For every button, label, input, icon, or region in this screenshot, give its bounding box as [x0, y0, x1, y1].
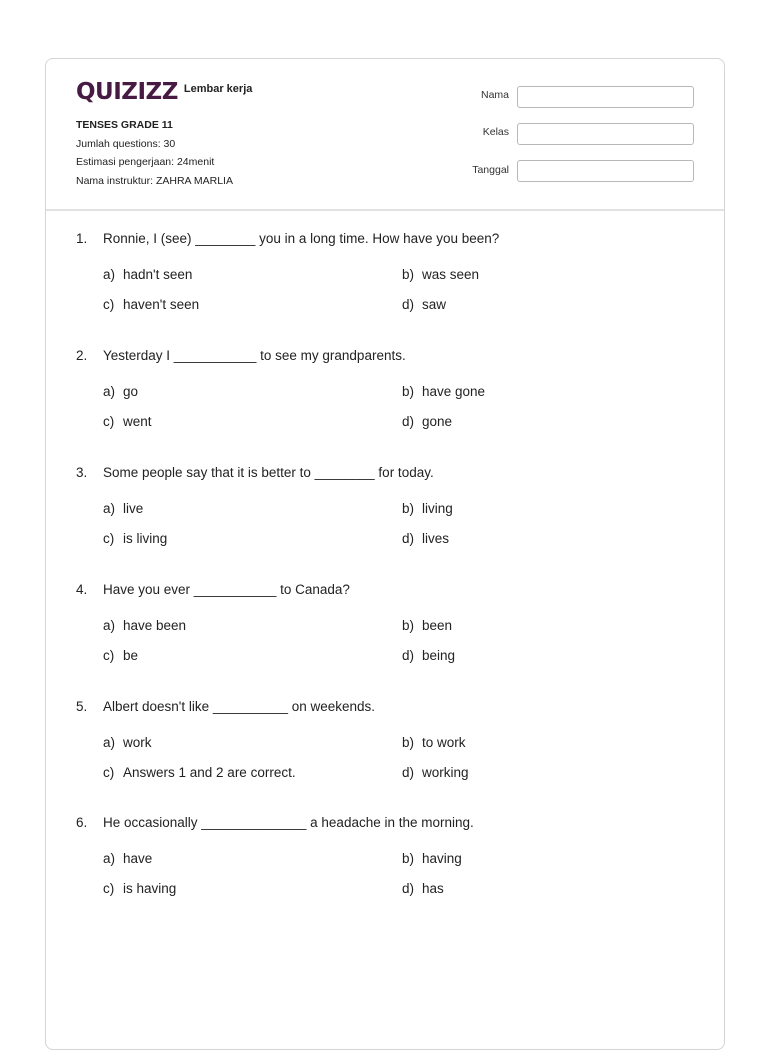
quizizz-logo [76, 79, 252, 105]
time-estimate: Estimasi pengerjaan: 24menit [76, 156, 215, 168]
tanggal-field[interactable] [517, 160, 694, 182]
answer-option[interactable] [402, 414, 452, 429]
option-text: gone [422, 414, 453, 429]
option-text: to work [422, 735, 466, 750]
answer-option[interactable] [103, 648, 138, 663]
option-text: living [422, 501, 453, 516]
worksheet-header [46, 59, 724, 211]
option-text: is living [123, 531, 168, 546]
answer-option[interactable] [103, 414, 152, 429]
answer-option[interactable] [103, 297, 199, 312]
option-text: have been [123, 618, 187, 633]
option-letter: d) [402, 297, 415, 312]
worksheet-page [45, 58, 725, 1050]
answer-option[interactable] [402, 267, 479, 282]
option-letter: d) [402, 531, 415, 546]
answer-option[interactable] [103, 765, 296, 780]
option-text: go [123, 384, 139, 399]
kelas-label: Kelas [482, 126, 509, 138]
option-letter: b) [402, 384, 415, 399]
option-text: lives [422, 531, 450, 546]
question-text: Yesterday I ___________ to see my grandparents. [103, 348, 406, 363]
option-letter: b) [402, 618, 415, 633]
answer-option[interactable] [402, 297, 446, 312]
answer-option[interactable] [402, 384, 485, 399]
answer-option[interactable] [402, 765, 469, 780]
option-letter: c) [103, 414, 115, 429]
question-text: He occasionally ______________ a headache in the morning. [103, 815, 474, 830]
answer-option[interactable] [402, 881, 444, 896]
answer-option[interactable] [402, 531, 449, 546]
option-text: having [422, 851, 462, 866]
nama-field[interactable] [517, 86, 694, 108]
option-letter: a) [103, 851, 116, 866]
option-letter: c) [103, 297, 115, 312]
option-letter: d) [402, 765, 415, 780]
option-text: live [123, 501, 144, 516]
option-letter: b) [402, 735, 415, 750]
option-letter: c) [103, 648, 115, 663]
answer-option[interactable] [103, 851, 152, 866]
kelas-field[interactable] [517, 123, 694, 145]
answer-option[interactable] [103, 735, 152, 750]
option-letter: b) [402, 267, 415, 282]
worksheet-title: TENSES GRADE 11 [76, 119, 173, 131]
option-text: is having [123, 881, 177, 896]
question-text: Ronnie, I (see) ________ you in a long time. How have you been? [103, 231, 500, 246]
option-letter: b) [402, 501, 415, 516]
question-number: 6. [76, 815, 88, 830]
question-number: 4. [76, 582, 88, 597]
answer-option[interactable] [103, 618, 186, 633]
question-text: Albert doesn't like __________ on weekends. [103, 699, 376, 714]
option-text: haven't seen [123, 297, 200, 312]
option-letter: c) [103, 531, 115, 546]
question-text: Some people say that it is better to ________ for today. [103, 465, 434, 480]
answer-option[interactable] [103, 881, 176, 896]
option-letter: a) [103, 735, 116, 750]
answer-option[interactable] [103, 531, 167, 546]
instructor-name: Nama instruktur: ZAHRA MARLIA [76, 174, 233, 187]
brand-wordmark: QUIZIZZ [76, 79, 178, 105]
option-letter: d) [402, 881, 415, 896]
option-text: have gone [422, 384, 486, 399]
question-number: 5. [76, 699, 88, 714]
option-letter: d) [402, 414, 415, 429]
option-text: being [422, 648, 456, 663]
answer-option[interactable] [402, 618, 452, 633]
option-text: hadn't seen [123, 267, 193, 282]
option-letter: a) [103, 267, 116, 282]
option-text: has [422, 881, 444, 896]
option-letter: a) [103, 618, 116, 633]
option-text: was seen [422, 267, 480, 282]
answer-option[interactable] [402, 501, 453, 516]
option-text: working [422, 765, 469, 780]
option-letter: c) [103, 765, 115, 780]
question-number: 3. [76, 465, 88, 480]
question-number: 1. [76, 231, 88, 246]
option-letter: d) [402, 648, 415, 663]
option-text: be [123, 648, 139, 663]
option-letter: b) [402, 851, 415, 866]
option-text: went [123, 414, 152, 429]
option-text: have [123, 851, 153, 866]
option-text: been [422, 618, 453, 633]
option-letter: c) [103, 881, 115, 896]
option-text: saw [422, 297, 447, 312]
worksheet-subtitle: Lembar kerja [183, 83, 253, 95]
question-text: Have you ever ___________ to Canada? [103, 582, 350, 597]
option-letter: a) [103, 501, 116, 516]
answer-option[interactable] [103, 384, 138, 399]
answer-option[interactable] [103, 267, 192, 282]
answer-option[interactable] [402, 851, 462, 866]
questions-count: Jumlah questions: 30 [76, 137, 176, 150]
nama-label: Nama [480, 89, 509, 101]
option-text: work [123, 735, 152, 750]
question-number: 2. [76, 348, 88, 363]
answer-option[interactable] [103, 501, 143, 516]
option-letter: a) [103, 384, 116, 399]
worksheet-meta [76, 116, 233, 190]
tanggal-label: Tanggal [472, 164, 509, 176]
option-text: Answers 1 and 2 are correct. [123, 765, 296, 780]
answer-option[interactable] [402, 648, 455, 663]
answer-option[interactable] [402, 735, 466, 750]
